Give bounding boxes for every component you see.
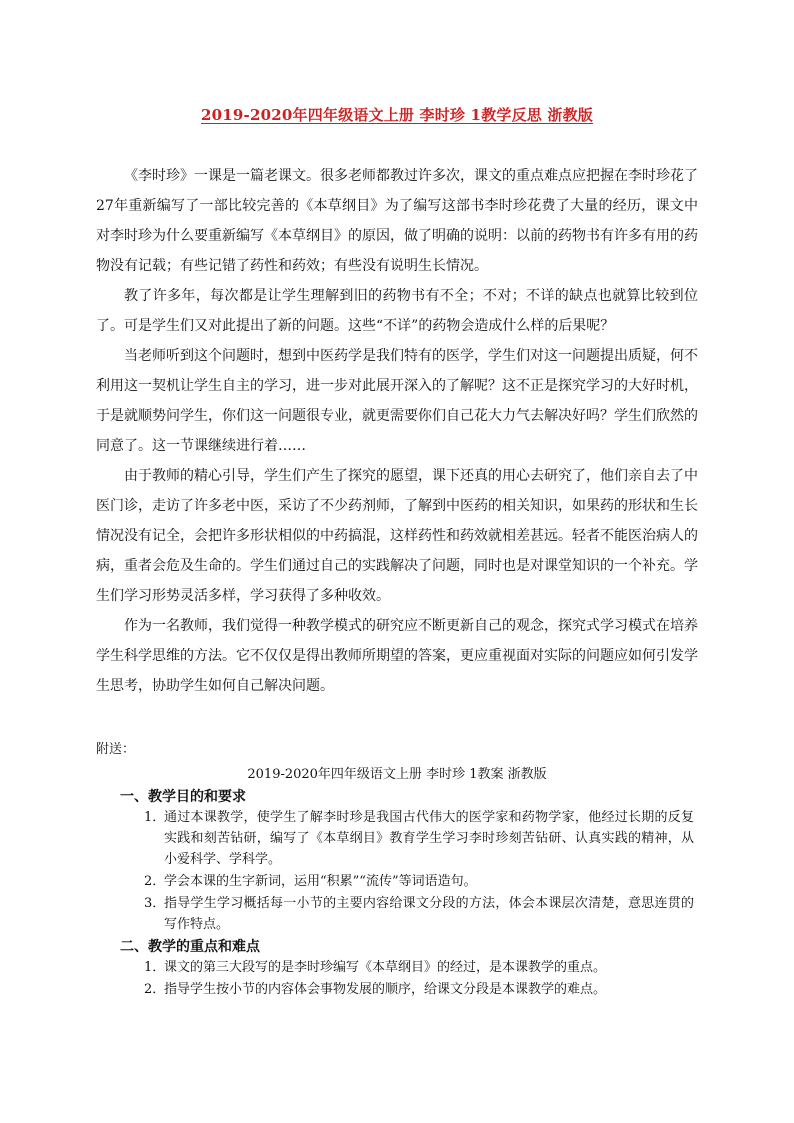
paragraph: 当老师听到这个问题时，想到中医药学是我们特有的医学，学生们对这一问题提出质疑，何不利用这一契机让学生自主的学习，进一步对此展开深入的了解呢？这不正是探究学习的大好时机，于是就顺势问学生，你们这一问题很专业，就更需要你们自己花大力气去解决好吗？学生们欣然的同意了。这一节课继续进行着…… — [96, 348, 698, 454]
paragraph: 作为一名教师，我们觉得一种教学模式的研究应不断更新自己的观念，探究式学习模式在培养学生科学思维的方法。它不仅仅是得出教师所期望的答案，更应重视面对实际的问题应如何引发学生思考，协助学生如何自己解决问题。 — [96, 618, 698, 694]
item-text: 通过本课教学，使学生了解李时珍是我国古代伟大的医学家和药物学家，他经过长期的反复实践和刻苦钻研，编写了《本草纲目》教育学生学习李时珍刻苦钻研、认真实践的精神，从小爱科学、学科学。 — [164, 810, 694, 867]
section-heading: 二、教学的重点和难点 — [120, 939, 260, 955]
list-item — [144, 957, 694, 978]
list-item — [144, 893, 694, 935]
document-title: 2019-2020年四年级语文上册 李时珍 1教学反思 浙教版 — [200, 106, 594, 124]
item-number: 1． — [144, 960, 166, 975]
paragraph: 由于教师的精心引导，学生们产生了探究的愿望，课下还真的用心去研究了，他们亲自去了中医门诊，走访了许多老中医，采访了不少药剂师，了解到中医药的相关知识，如果药的形状和生长情况没有记全，会把许多形状相似的中药搞混，这样药性和药效就相差甚远。轻者不能医治病人的病，重者会危及生命的。学生们通过自己的实践解决了问题，同时也是对课堂知识的一个补充。学生们学习形势灵活多样，学习获得了多种收效。 — [96, 468, 698, 604]
list-item — [144, 871, 694, 892]
list-item — [144, 979, 694, 1000]
item-number: 2． — [144, 982, 166, 997]
appendix-label: 附送： — [96, 742, 136, 757]
item-text: 学会本课的生字新词，运用“积累”“流传”等词语造句。 — [164, 874, 477, 889]
list-item — [144, 807, 694, 870]
paragraph: 教了许多年，每次都是让学生理解到旧的药物书有不全；不对；不详的缺点也就算比较到位了。可是学生们又对此提出了新的问题。这些“不详”的药物会造成什么样的后果呢？ — [96, 288, 698, 334]
appendix-subtitle: 2019-2020年四年级语文上册 李时珍 1教案 浙教版 — [247, 767, 547, 782]
section-heading: 一、教学目的和要求 — [120, 789, 246, 805]
item-text: 课文的第三大段写的是李时珍编写《本草纲目》的经过，是本课教学的重点。 — [164, 960, 607, 975]
spacer — [96, 701, 698, 731]
section-goals — [96, 787, 698, 935]
paragraph: 《李时珍》一课是一篇老课文。很多老师都教过许多次，课文的重点难点应把握在李时珍花了27年重新编写了一部比较完善的《本草纲目》为了编写这部书李时珍花费了大量的经历，课文中对李时珍为什么要重新编写《本草纲目》的原因，做了明确的说明：以前的药物书有许多有用的药物没有记载；有些记错了药性和药效；有些没有说明生长情况。 — [96, 168, 698, 274]
item-number: 1． — [144, 810, 166, 825]
item-number: 2． — [144, 874, 166, 889]
item-text: 指导学生按小节的内容体会事物发展的顺序，给课文分段是本课教学的难点。 — [164, 982, 607, 997]
item-text: 指导学生学习概括每一小节的主要内容给课文分段的方法，体会本课层次清楚，意思连贯的写作特点。 — [164, 896, 694, 932]
section-focus — [96, 937, 698, 1000]
item-number: 3． — [144, 896, 166, 911]
